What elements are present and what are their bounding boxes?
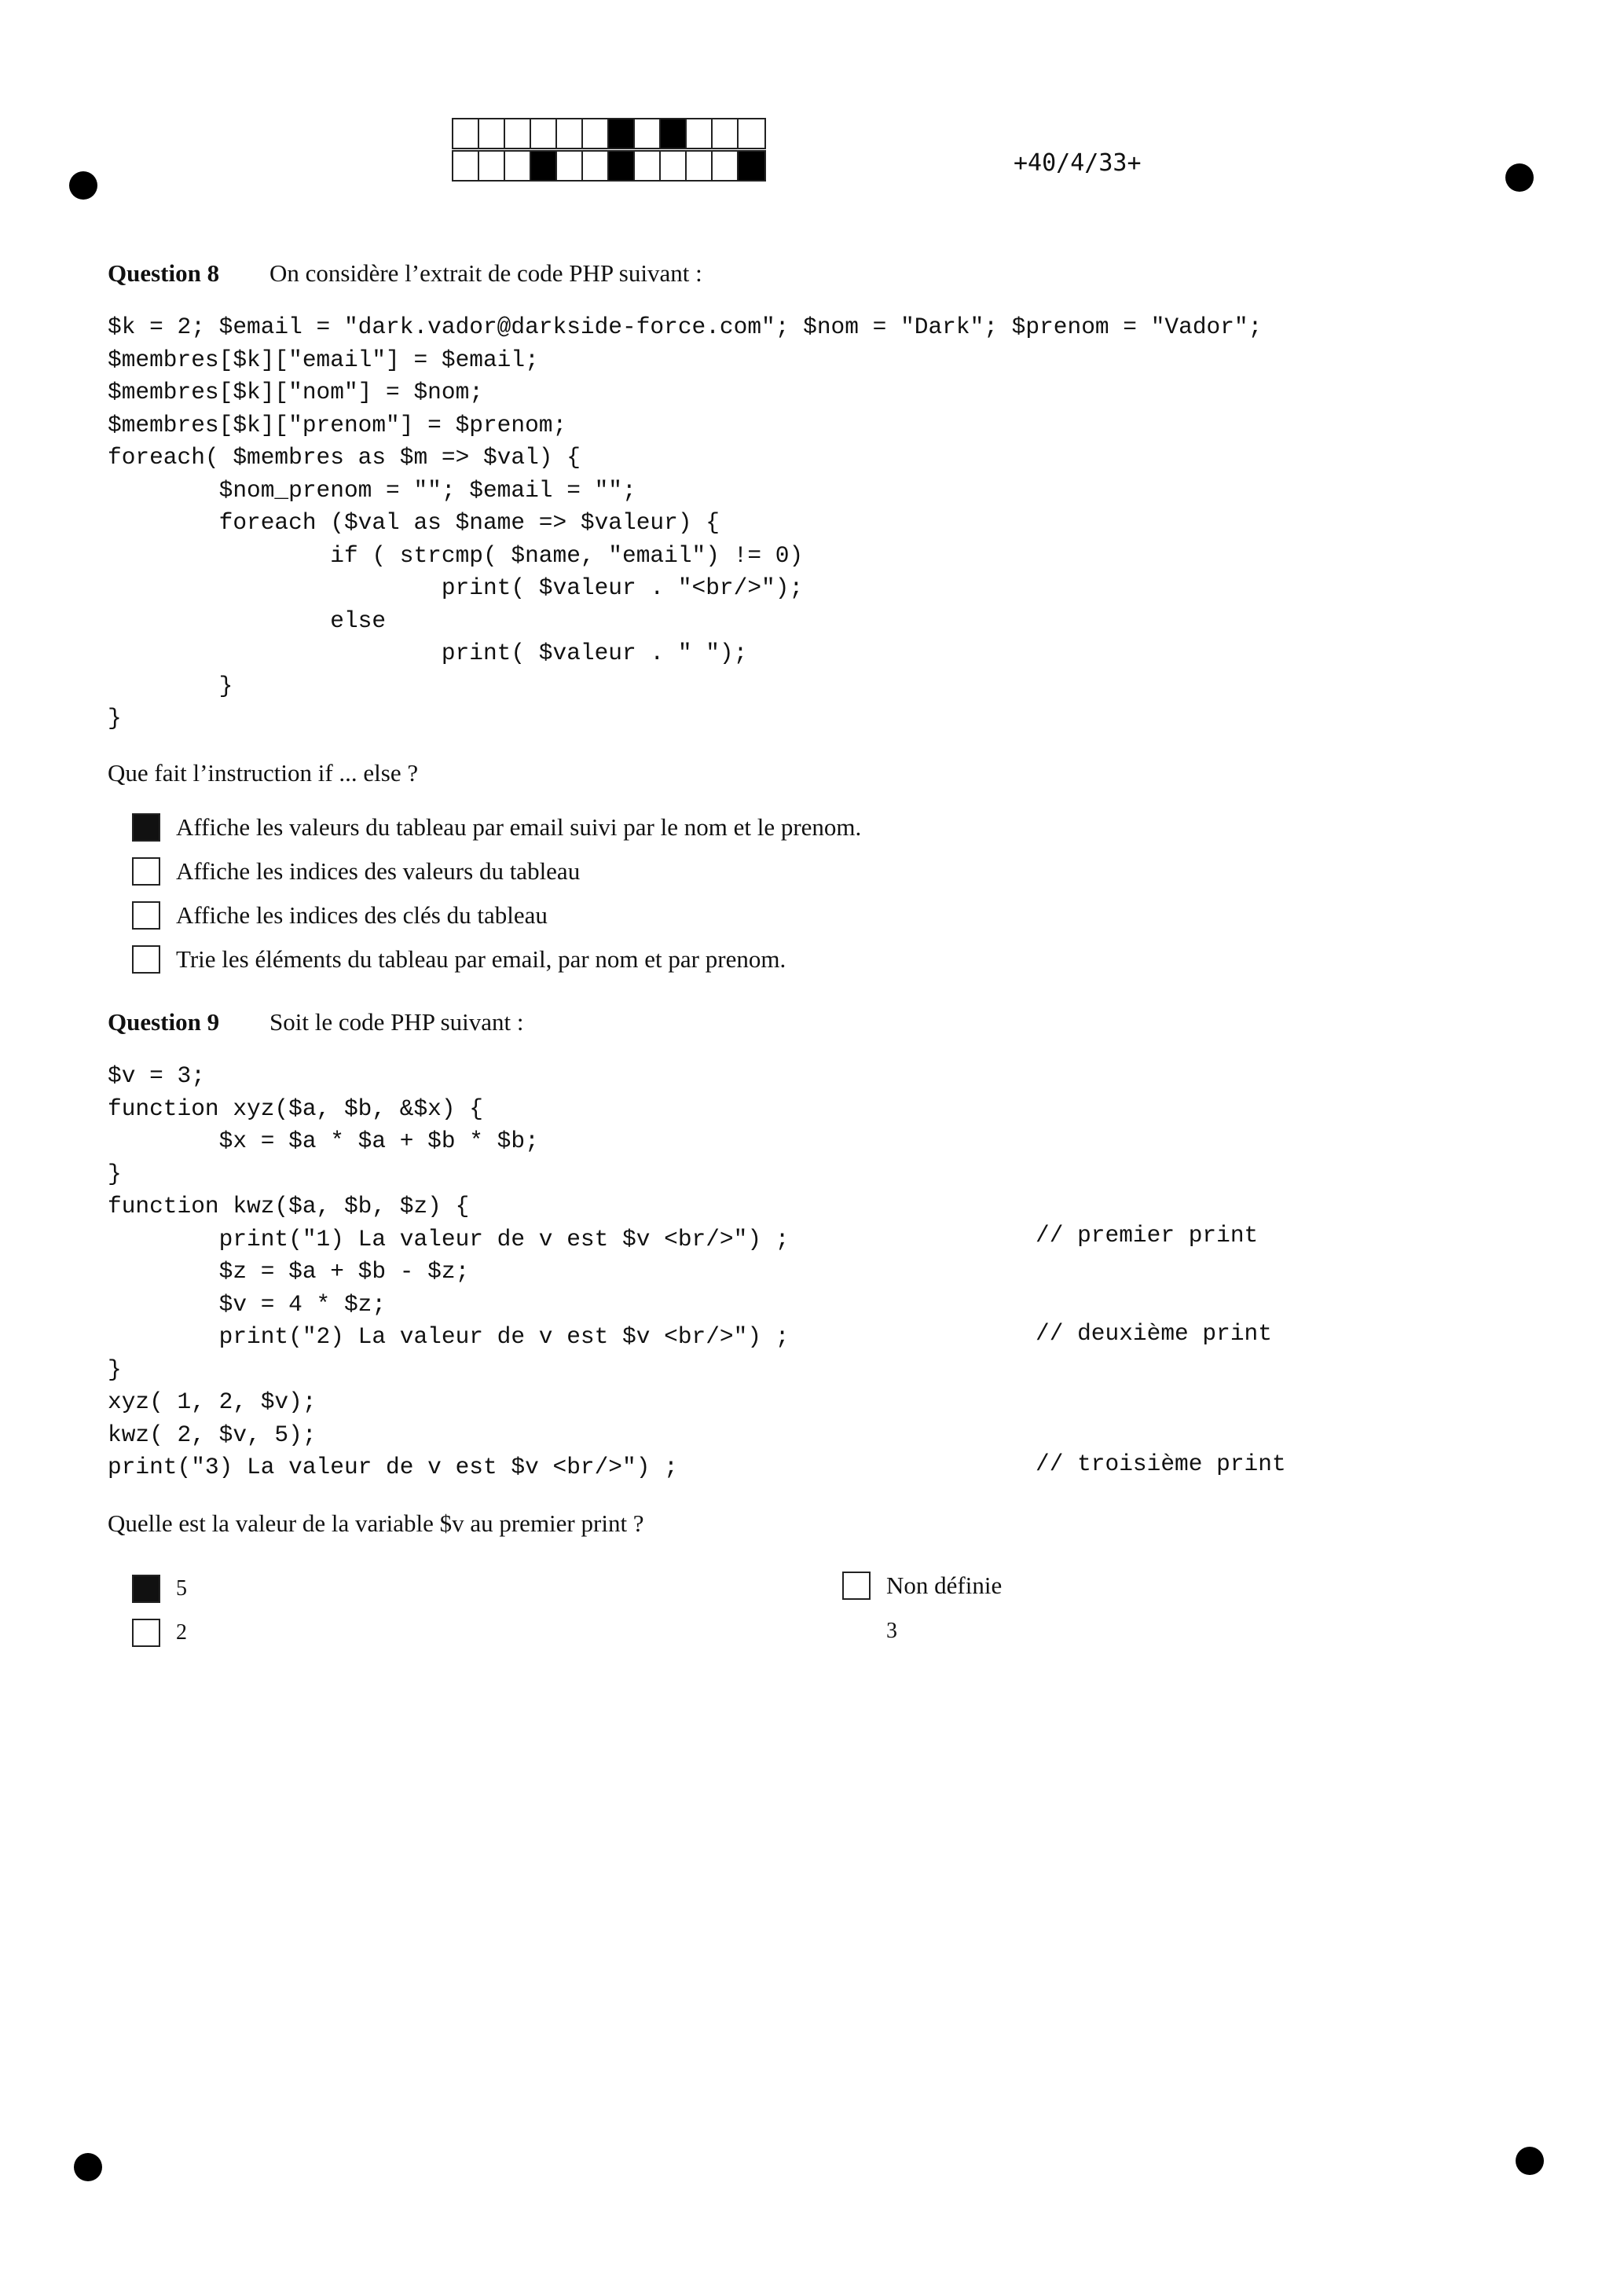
choice-label: Trie les éléments du tableau par email, par nom et par prenom. [176,945,786,973]
code-cell [739,119,764,148]
code-cell [713,119,739,148]
code-cell [557,152,583,180]
code-comment-deuxieme: // deuxième print [1036,1320,1272,1347]
code-cell [609,119,635,148]
code-cell [453,119,479,148]
choice-label: 2 [176,1620,187,1645]
code-cell [531,152,557,180]
checkbox[interactable] [132,1575,160,1603]
question-9-text: Soit le code PHP suivant : [269,1008,524,1036]
code-cell [687,152,713,180]
question-9-choice-4[interactable] [842,1617,897,1645]
checkbox[interactable] [132,813,160,842]
code-cell [505,119,531,148]
code-cell [557,119,583,148]
sheet-code-row-1 [452,118,766,149]
checkbox[interactable] [132,857,160,886]
code-cell [687,119,713,148]
registration-mark-bottom-right [1516,2147,1544,2175]
question-9-label: Question 9 [108,1008,220,1036]
code-comment-troisieme: // troisième print [1036,1451,1286,1477]
question-9-heading [108,1008,524,1036]
checkbox[interactable] [132,1619,160,1647]
choice-label: Affiche les valeurs du tableau par email suivi par le nom et le prenom. [176,813,862,841]
code-cell [479,152,505,180]
code-cell [609,152,635,180]
registration-mark-top-left [69,171,97,200]
code-cell [583,119,609,148]
code-comment-premier: // premier print [1036,1222,1259,1249]
code-cell [531,119,557,148]
question-9-prompt: Quelle est la valeur de la variable $v au premier print ? [108,1509,644,1537]
question-8-choice-3[interactable] [132,901,548,930]
code-cell [635,152,661,180]
code-cell [661,152,687,180]
code-cell [635,119,661,148]
choice-label: 3 [886,1619,897,1643]
choice-label: Affiche les indices des clés du tableau [176,901,548,929]
question-9-choice-2[interactable] [132,1619,187,1647]
sheet-id: +40/4/33+ [1014,149,1142,177]
checkbox[interactable] [132,945,160,974]
question-9-code: $v = 3; function xyz($a, $b, &$x) { $x = $a * $a + $b * $b; } function kwz($a, $b, $z) { print("1) La valeur de v est $v <br/>") ; $z = $a + $b - $z; $v = 4 * $z; print("2) La valeur de v est $v <br/>") ; } xyz( 1, 2, $v); kwz( 2, $v, 5); print("3) La valeur de v est $v <br/>") ; [108,1062,790,1480]
question-8-label: Question 8 [108,259,220,287]
question-8-choice-1[interactable] [132,813,861,842]
code-cell [479,119,505,148]
registration-mark-bottom-left [74,2153,102,2181]
code-cell [661,119,687,148]
question-9-choice-1[interactable] [132,1575,187,1603]
question-9-choice-3[interactable] [842,1572,1002,1600]
choice-label: Affiche les indices des valeurs du tableau [176,857,581,885]
question-8-text: On considère l’extrait de code PHP suivant : [269,259,702,287]
question-8-code: $k = 2; $email = "dark.vador@darkside-force.com"; $nom = "Dark"; $prenom = "Vador"; $membres[$k]["email"] = $email; $membres[$k]["nom"] = $nom; $membres[$k]["prenom"] = $prenom; foreach( $membres as $m => $val) { $nom_prenom = ""; $email = ""; foreach ($val as $name => $valeur) { if ( strcmp( $name, "email") != 0) print( $valeur . "<br/>"); else print( $valeur . " "); } } [108,314,1263,732]
checkbox[interactable] [132,901,160,930]
code-cell [583,152,609,180]
checkbox[interactable] [842,1572,871,1600]
question-8-choice-4[interactable] [132,945,786,974]
question-8-prompt: Que fait l’instruction if ... else ? [108,759,419,787]
code-cell [453,152,479,180]
choice-label: 5 [176,1576,187,1601]
choice-label: Non définie [886,1572,1003,1599]
code-cell [713,152,739,180]
code-cell [739,152,764,180]
code-cell [505,152,531,180]
sheet-code-row-2 [452,150,766,182]
question-8-choice-2[interactable] [132,857,580,886]
question-8-heading [108,259,702,288]
registration-mark-top-right [1505,163,1534,192]
